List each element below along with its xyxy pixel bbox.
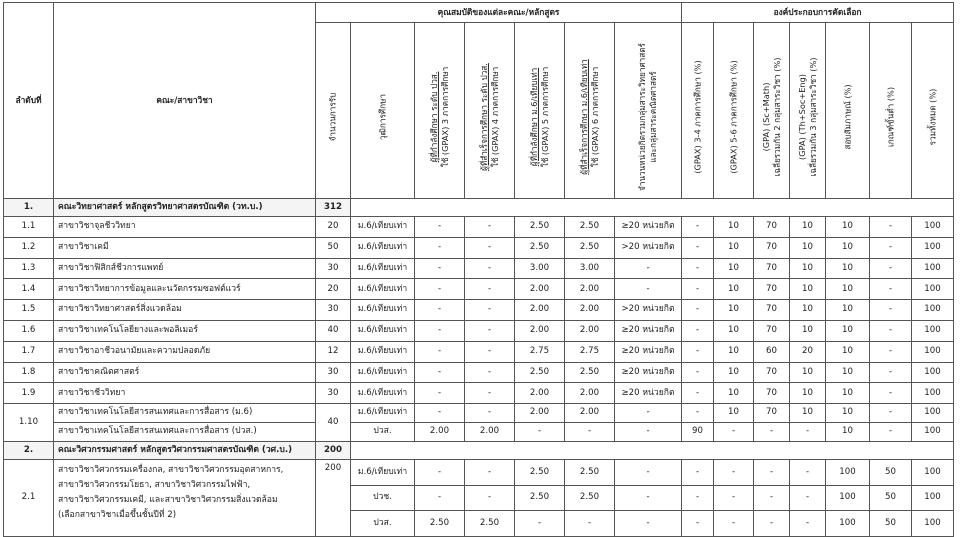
program-seats: 200	[316, 460, 351, 537]
cell-s7: 100	[912, 460, 954, 486]
cell-s5: 10	[826, 320, 870, 341]
program-seats: 20	[316, 279, 351, 300]
cell-s6: -	[870, 341, 912, 362]
cell-s2: 10	[714, 237, 754, 258]
cell-s7: 100	[912, 320, 954, 341]
program-name: สาขาวิชาเทคโนโลยียางและพอลิเมอร์	[54, 320, 316, 341]
program-seats: 30	[316, 258, 351, 279]
cell-q1: 2.00	[415, 423, 465, 442]
cell-s7: 100	[912, 258, 954, 279]
col-order-header: ลำดับที่	[4, 3, 54, 199]
cell-s1: -	[682, 300, 714, 321]
cell-s4: 10	[790, 237, 826, 258]
cell-q1: -	[415, 217, 465, 238]
cell-s6: -	[870, 404, 912, 423]
cell-s2: -	[714, 423, 754, 442]
cell-edu: ม.6/เทียบเท่า	[351, 362, 415, 383]
program-number: 1.4	[4, 279, 54, 300]
program-number: 1.10	[4, 404, 54, 442]
cell-s3: 70	[754, 279, 790, 300]
program-row	[4, 300, 954, 321]
cell-q4: 2.00	[565, 383, 615, 404]
cell-q4: 2.50	[565, 217, 615, 238]
program-name: สาขาวิชาชีววิทยา	[54, 383, 316, 404]
cell-s6: -	[870, 258, 912, 279]
cell-s5: 10	[826, 258, 870, 279]
cell-credits: -	[615, 258, 682, 279]
col-q4-header: ผู้ที่สำเร็จการศึกษา ม.6/เทียบเท่า ใช้ (GPAX) 6 ภาคการศึกษา	[565, 23, 615, 199]
cell-q3: 2.00	[515, 383, 565, 404]
cell-s3: 70	[754, 404, 790, 423]
cell-s1: 90	[682, 423, 714, 442]
program-number: 1.6	[4, 320, 54, 341]
cell-q4: -	[565, 423, 615, 442]
cell-s3: 60	[754, 341, 790, 362]
group-row	[4, 199, 954, 217]
cell-s1: -	[682, 460, 714, 486]
cell-s2: -	[714, 511, 754, 537]
cell-s2: 10	[714, 404, 754, 423]
cell-q3: -	[515, 511, 565, 537]
program-name-line: สาขาวิชาวิศวกรรมเคมี, และสาขาวิชาวิศวกรรมสิ่งแวดล้อม	[58, 495, 278, 506]
cell-q3: 2.00	[515, 279, 565, 300]
cell-q4: 2.00	[565, 320, 615, 341]
cell-s2: 10	[714, 258, 754, 279]
cell-s3: -	[754, 485, 790, 511]
cell-s4: -	[790, 485, 826, 511]
cell-s3: -	[754, 460, 790, 486]
cell-s5: 100	[826, 511, 870, 537]
cell-s3: 70	[754, 258, 790, 279]
cell-credits: ≥20 หน่วยกิต	[615, 320, 682, 341]
cell-s4: 10	[790, 217, 826, 238]
program-name: สาขาวิชาฟิสิกส์ชีวการแพทย์	[54, 258, 316, 279]
cell-edu: ม.6/เทียบเท่า	[351, 404, 415, 423]
cell-q3: 3.00	[515, 258, 565, 279]
cell-q4: 2.50	[565, 485, 615, 511]
cell-edu: ม.6/เทียบเท่า	[351, 237, 415, 258]
qualifications-group-header: คุณสมบัติของแต่ละคณะ/หลักสูตร	[316, 3, 682, 23]
cell-q3: 2.50	[515, 217, 565, 238]
col-education-header: วุฒิการศึกษา	[351, 23, 415, 199]
cell-credits: -	[615, 485, 682, 511]
cell-q4: 2.00	[565, 279, 615, 300]
admission-criteria-table	[3, 2, 954, 537]
cell-s3: -	[754, 511, 790, 537]
col-seats-header: จำนวนการรับ	[316, 23, 351, 199]
cell-credits: >20 หน่วยกิต	[615, 237, 682, 258]
cell-edu: ม.6/เทียบเท่า	[351, 383, 415, 404]
cell-q1: 2.50	[415, 511, 465, 537]
cell-q3: 2.75	[515, 341, 565, 362]
cell-q4: 2.75	[565, 341, 615, 362]
cell-s5: 100	[826, 485, 870, 511]
cell-q1: -	[415, 300, 465, 321]
cell-s1: -	[682, 237, 714, 258]
cell-s7: 100	[912, 404, 954, 423]
cell-q1: -	[415, 383, 465, 404]
cell-credits: ≥20 หน่วยกิต	[615, 217, 682, 238]
cell-q2: -	[465, 362, 515, 383]
cell-s5: 10	[826, 404, 870, 423]
col-s5-header: สอบสัมภาษณ์ (%)	[826, 23, 870, 199]
table-body	[4, 199, 954, 537]
cell-s4: 10	[790, 383, 826, 404]
cell-s2: 10	[714, 320, 754, 341]
group-name: คณะวิศวกรรมศาสตร์ หลักสูตรวิศวกรรมศาสตรบัณฑิต (วศ.บ.)	[54, 442, 316, 460]
program-row	[4, 362, 954, 383]
program-row	[4, 237, 954, 258]
cell-q4: 2.50	[565, 362, 615, 383]
cell-q3: -	[515, 423, 565, 442]
cell-edu: ม.6/เทียบเท่า	[351, 300, 415, 321]
cell-q3: 2.50	[515, 460, 565, 486]
col-q2-header: ผู้ที่สำเร็จการศึกษา ระดับ ปวส. ใช้ (GPAX) 4 ภาคการศึกษา	[465, 23, 515, 199]
cell-s4: 10	[790, 279, 826, 300]
cell-s6: -	[870, 300, 912, 321]
group-number: 1.	[4, 199, 54, 217]
cell-s4: -	[790, 423, 826, 442]
program-row	[4, 217, 954, 238]
group-seats: 200	[316, 442, 351, 460]
program-row	[4, 383, 954, 404]
cell-s7: 100	[912, 383, 954, 404]
cell-s3: 70	[754, 320, 790, 341]
cell-s3: 70	[754, 300, 790, 321]
col-s7-header: รวมทั้งหมด (%)	[912, 23, 954, 199]
cell-s5: 10	[826, 279, 870, 300]
cell-s7: 100	[912, 341, 954, 362]
col-s6-header: เกณฑ์ขั้นต่ำ (%)	[870, 23, 912, 199]
col-s3-header: (GPA) (Sc+Math) เฉลี่ยรวมกัน 2 กลุ่มสาระวิชา (%)	[754, 23, 790, 199]
cell-s3: -	[754, 423, 790, 442]
cell-s6: 50	[870, 460, 912, 486]
cell-s4: 10	[790, 258, 826, 279]
cell-s7: 100	[912, 511, 954, 537]
cell-s5: 10	[826, 237, 870, 258]
selection-group-header: องค์ประกอบการคัดเลือก	[682, 3, 954, 23]
cell-q2: -	[465, 460, 515, 486]
cell-q2: 2.00	[465, 423, 515, 442]
col-q1-header: ผู้ที่กำลังศึกษา ระดับ ปวส. ใช้ (GPAX) 3 ภาคการศึกษา	[415, 23, 465, 199]
cell-s6: -	[870, 237, 912, 258]
group-row	[4, 442, 954, 460]
cell-s1: -	[682, 341, 714, 362]
cell-edu: ปวส.	[351, 423, 415, 442]
col-faculty-header: คณะ/สาขาวิชา	[54, 3, 316, 199]
cell-s6: -	[870, 320, 912, 341]
cell-q4: -	[565, 511, 615, 537]
group-filler	[351, 199, 954, 217]
program-name: สาขาวิชาวิทยาการข้อมูลและนวัตกรรมซอฟต์แวร์	[54, 279, 316, 300]
cell-edu: ม.6/เทียบเท่า	[351, 460, 415, 486]
cell-s2: 10	[714, 279, 754, 300]
cell-s4: 10	[790, 320, 826, 341]
program-name: สาขาวิชาคณิตศาสตร์	[54, 362, 316, 383]
program-row	[4, 341, 954, 362]
cell-edu: ม.6/เทียบเท่า	[351, 258, 415, 279]
cell-s2: -	[714, 460, 754, 486]
cell-q1: -	[415, 460, 465, 486]
cell-s4: 20	[790, 341, 826, 362]
cell-q4: 2.50	[565, 460, 615, 486]
cell-edu: ม.6/เทียบเท่า	[351, 320, 415, 341]
cell-s3: 70	[754, 362, 790, 383]
cell-s7: 100	[912, 217, 954, 238]
cell-s3: 70	[754, 383, 790, 404]
program-row	[4, 423, 954, 442]
program-name-line: สาขาวิชาวิศวกรรมเครื่องกล, สาขาวิชาวิศวกรรมอุตสาหการ,	[58, 465, 284, 476]
program-number: 1.1	[4, 217, 54, 238]
cell-q4: 2.50	[565, 237, 615, 258]
cell-s2: 10	[714, 217, 754, 238]
program-row	[4, 404, 954, 423]
program-number: 1.3	[4, 258, 54, 279]
cell-s1: -	[682, 279, 714, 300]
cell-s5: 10	[826, 300, 870, 321]
program-name: สาขาวิชาจุลชีววิทยา	[54, 217, 316, 238]
cell-s2: -	[714, 485, 754, 511]
cell-credits: ≥20 หน่วยกิต	[615, 341, 682, 362]
cell-q2: -	[465, 383, 515, 404]
cell-edu: ปวส.	[351, 511, 415, 537]
program-name: สาขาวิชาเทคโนโลยีสารสนเทศและการสื่อสาร (ปวส.)	[54, 423, 316, 442]
cell-credits: >20 หน่วยกิต	[615, 300, 682, 321]
program-number: 1.9	[4, 383, 54, 404]
cell-s1: -	[682, 383, 714, 404]
cell-s6: -	[870, 279, 912, 300]
cell-q1: -	[415, 404, 465, 423]
cell-s4: 10	[790, 300, 826, 321]
cell-credits: -	[615, 279, 682, 300]
cell-s4: -	[790, 460, 826, 486]
col-s1-header: (GPAX) 3-4 ภาคการศึกษา (%)	[682, 23, 714, 199]
program-row	[4, 279, 954, 300]
group-name: คณะวิทยาศาสตร์ หลักสูตรวิทยาศาสตรบัณฑิต (วท.บ.)	[54, 199, 316, 217]
cell-q1: -	[415, 362, 465, 383]
cell-q4: 3.00	[565, 258, 615, 279]
cell-s6: -	[870, 423, 912, 442]
cell-s6: -	[870, 217, 912, 238]
cell-q1: -	[415, 279, 465, 300]
cell-s5: 10	[826, 423, 870, 442]
cell-q2: -	[465, 217, 515, 238]
cell-q2: -	[465, 485, 515, 511]
cell-s7: 100	[912, 300, 954, 321]
program-row	[4, 460, 954, 486]
cell-edu: ปวช.	[351, 485, 415, 511]
cell-s7: 100	[912, 485, 954, 511]
program-name	[54, 460, 316, 537]
cell-credits: -	[615, 423, 682, 442]
cell-q1: -	[415, 341, 465, 362]
cell-q2: -	[465, 320, 515, 341]
cell-s5: 100	[826, 460, 870, 486]
cell-s2: 10	[714, 341, 754, 362]
cell-q2: -	[465, 258, 515, 279]
cell-s1: -	[682, 217, 714, 238]
cell-credits: -	[615, 404, 682, 423]
admission-table-container	[3, 2, 954, 537]
cell-s1: -	[682, 320, 714, 341]
cell-s3: 70	[754, 237, 790, 258]
cell-s4: -	[790, 511, 826, 537]
program-seats: 12	[316, 341, 351, 362]
cell-s5: 10	[826, 217, 870, 238]
cell-q4: 2.00	[565, 404, 615, 423]
cell-s4: 10	[790, 404, 826, 423]
program-seats: 30	[316, 383, 351, 404]
cell-q2: -	[465, 237, 515, 258]
col-s2-header: (GPAX) 5-6 ภาคการศึกษา (%)	[714, 23, 754, 199]
cell-q2: -	[465, 300, 515, 321]
cell-q3: 2.50	[515, 485, 565, 511]
program-seats: 40	[316, 404, 351, 442]
cell-q2: -	[465, 404, 515, 423]
program-number: 1.8	[4, 362, 54, 383]
cell-q3: 2.00	[515, 320, 565, 341]
cell-q3: 2.00	[515, 300, 565, 321]
cell-s6: 50	[870, 511, 912, 537]
cell-s6: -	[870, 362, 912, 383]
cell-s1: -	[682, 511, 714, 537]
program-seats: 20	[316, 217, 351, 238]
cell-s5: 10	[826, 341, 870, 362]
cell-q1: -	[415, 320, 465, 341]
program-number: 1.7	[4, 341, 54, 362]
program-number: 1.5	[4, 300, 54, 321]
program-row	[4, 320, 954, 341]
cell-q3: 2.50	[515, 237, 565, 258]
cell-s1: -	[682, 258, 714, 279]
cell-credits: ≥20 หน่วยกิต	[615, 383, 682, 404]
cell-q2: -	[465, 341, 515, 362]
cell-s3: 70	[754, 217, 790, 238]
program-seats: 50	[316, 237, 351, 258]
col-credits-header: จำนวนหน่วยกิตรวมกลุ่มสาระวิทยาศาสตร์ และกลุ่มสาระคณิตศาสตร์	[615, 23, 682, 199]
program-seats: 40	[316, 320, 351, 341]
program-seats: 30	[316, 300, 351, 321]
cell-q4: 2.00	[565, 300, 615, 321]
cell-s7: 100	[912, 423, 954, 442]
cell-q3: 2.50	[515, 362, 565, 383]
program-seats: 30	[316, 362, 351, 383]
cell-s5: 10	[826, 383, 870, 404]
cell-credits: -	[615, 511, 682, 537]
group-filler	[351, 442, 954, 460]
cell-q1: -	[415, 485, 465, 511]
program-number: 1.2	[4, 237, 54, 258]
group-number: 2.	[4, 442, 54, 460]
cell-s2: 10	[714, 300, 754, 321]
cell-credits: ≥20 หน่วยกิต	[615, 362, 682, 383]
cell-s5: 10	[826, 362, 870, 383]
cell-edu: ม.6/เทียบเท่า	[351, 341, 415, 362]
cell-s7: 100	[912, 237, 954, 258]
group-seats: 312	[316, 199, 351, 217]
cell-edu: ม.6/เทียบเท่า	[351, 279, 415, 300]
cell-s2: 10	[714, 383, 754, 404]
program-number: 2.1	[4, 460, 54, 537]
cell-s1: -	[682, 404, 714, 423]
col-q3-header: ผู้ที่กำลังศึกษา ม.6/เทียบเท่า ใช้ (GPAX) 5 ภาคการศึกษา	[515, 23, 565, 199]
program-name: สาขาวิชาวิทยาศาสตร์สิ่งแวดล้อม	[54, 300, 316, 321]
cell-edu: ม.6/เทียบเท่า	[351, 217, 415, 238]
cell-s6: 50	[870, 485, 912, 511]
program-row	[4, 258, 954, 279]
cell-s7: 100	[912, 279, 954, 300]
program-name: สาขาวิชาอาชีวอนามัยและความปลอดภัย	[54, 341, 316, 362]
cell-s1: -	[682, 485, 714, 511]
cell-q2: 2.50	[465, 511, 515, 537]
cell-s6: -	[870, 383, 912, 404]
program-name: สาขาวิชาเทคโนโลยีสารสนเทศและการสื่อสาร (ม.6)	[54, 404, 316, 423]
cell-s2: 10	[714, 362, 754, 383]
cell-credits: -	[615, 460, 682, 486]
cell-q1: -	[415, 258, 465, 279]
col-s4-header: (GPA) (Th+Soc+Eng) เฉลี่ยรวมกัน 3 กลุ่มสาระวิชา (%)	[790, 23, 826, 199]
program-name-line: (เลือกสาขาวิชาเมื่อขึ้นชั้นปีที่ 2)	[58, 510, 177, 521]
program-name: สาขาวิชาเคมี	[54, 237, 316, 258]
program-name-line: สาขาวิชาวิศวกรรมโยธา, สาขาวิชาวิศวกรรมไฟฟ้า,	[58, 480, 251, 491]
cell-s7: 100	[912, 362, 954, 383]
cell-s4: 10	[790, 362, 826, 383]
cell-q3: 2.00	[515, 404, 565, 423]
cell-q2: -	[465, 279, 515, 300]
cell-q1: -	[415, 237, 465, 258]
cell-s1: -	[682, 362, 714, 383]
